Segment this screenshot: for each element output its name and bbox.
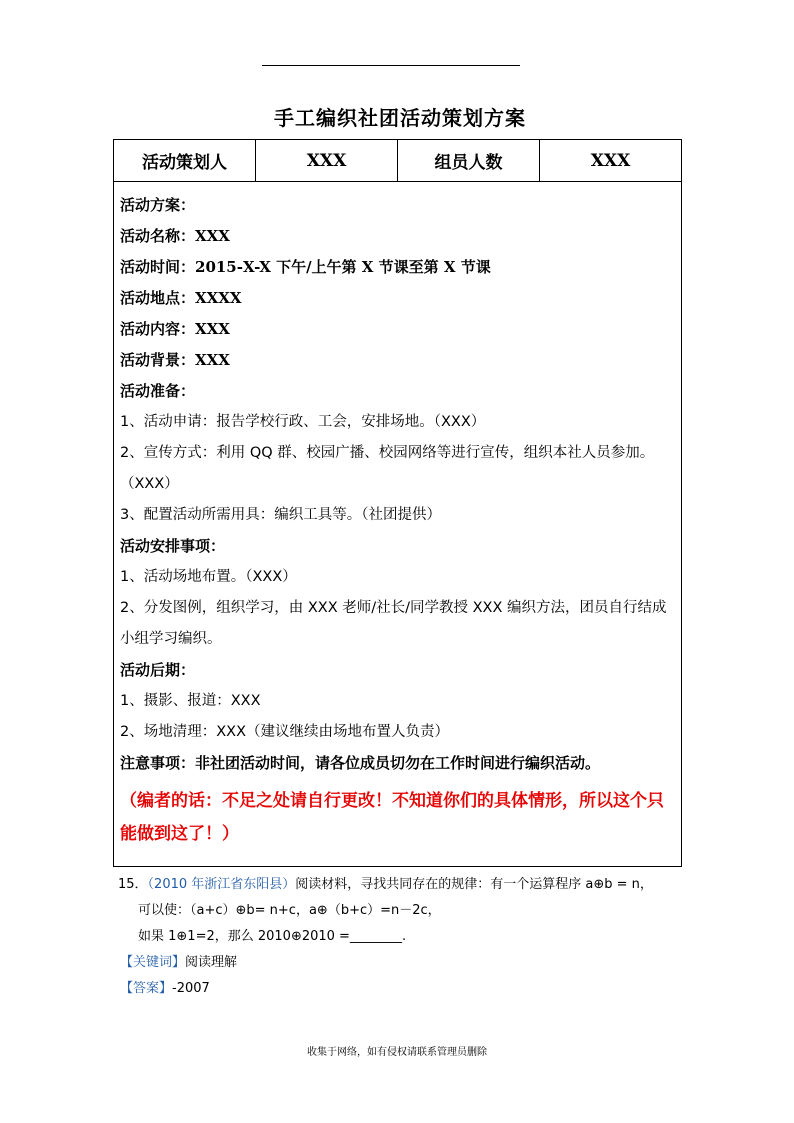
answer-line <box>118 978 688 1004</box>
activity-name: 活动名称：XXX <box>120 227 230 245</box>
keyword-label: 【关键词】 <box>120 955 186 970</box>
editor-note: （编者的话：不足之处请自行更改！不知道你们的具体情形，所以这个只能做到这了！） <box>120 791 664 844</box>
planner-value: XXX <box>256 140 398 181</box>
prep-item-3: 3、配置活动所需用具：编织工具等。（社团提供） <box>120 507 441 523</box>
answer-label: 【答案】 <box>120 981 173 996</box>
post-heading: 活动后期： <box>120 661 196 679</box>
question-source: （2010 年浙江省东阳县） <box>147 877 296 892</box>
members-value: XXX <box>590 150 631 171</box>
prep-heading: 活动准备： <box>120 382 196 400</box>
activity-time: 活动时间：2015-X-X 下午/上午第 X 节课至第 X 节课 <box>120 258 491 276</box>
plan-table <box>113 139 682 867</box>
plan-heading: 活动方案： <box>120 196 196 214</box>
question-text: 阅读材料，寻找共同存在的规律：有一个运算程序 a⊕b = n， <box>295 877 653 892</box>
question-line-1 <box>118 874 688 900</box>
arrange-item-2: 2、分发图例，组织学习，由 XXX 老师/社长/同学教授 XXX 编织方法，团员自行结成小组学习编织。 <box>120 600 667 647</box>
keyword-value: 阅读理解 <box>185 955 238 970</box>
plan-body <box>114 182 681 851</box>
question-line-3: 如果 1⊕1=2，那么 2010⊕2010 =________. <box>138 929 407 944</box>
notice: 注意事项：非社团活动时间，请各位成员切勿在工作时间进行编织活动。 <box>120 754 601 772</box>
activity-content: 活动内容：XXX <box>120 320 230 338</box>
prep-item-2: 2、宣传方式：利用 QQ 群、校园广播、校园网络等进行宣传，组织本社人员参加。（XXX） <box>120 445 655 492</box>
question-number: 15． <box>118 877 148 892</box>
header-rule <box>262 65 520 66</box>
footer-note: 收集于网络，如有侵权请联系管理员删除 <box>307 1047 487 1058</box>
arrange-item-1: 1、活动场地布置。（XXX） <box>120 569 297 585</box>
question-line-2: 可以使：（a+c）⊕b= n+c，a⊕（b+c）=n－2c， <box>138 903 441 918</box>
members-label: 组员人数 <box>398 140 540 181</box>
post-item-2: 2、场地清理：XXX（建议继续由场地布置人负责） <box>120 724 450 740</box>
answer-value: -2007 <box>172 981 210 996</box>
planner-label: 活动策划人 <box>114 140 256 181</box>
activity-background: 活动背景：XXX <box>120 351 230 369</box>
table-header-row <box>114 140 681 182</box>
prep-item-1: 1、活动申请：报告学校行政、工会，安排场地。（XXX） <box>120 414 486 430</box>
document-title: 手工编织社团活动策划方案 <box>274 106 526 130</box>
post-item-1: 1、摄影、报道：XXX <box>120 693 261 709</box>
keyword-line <box>118 952 688 978</box>
math-question <box>118 874 688 1004</box>
activity-place: 活动地点：XXXX <box>120 289 242 307</box>
arrange-heading: 活动安排事项： <box>120 537 226 555</box>
